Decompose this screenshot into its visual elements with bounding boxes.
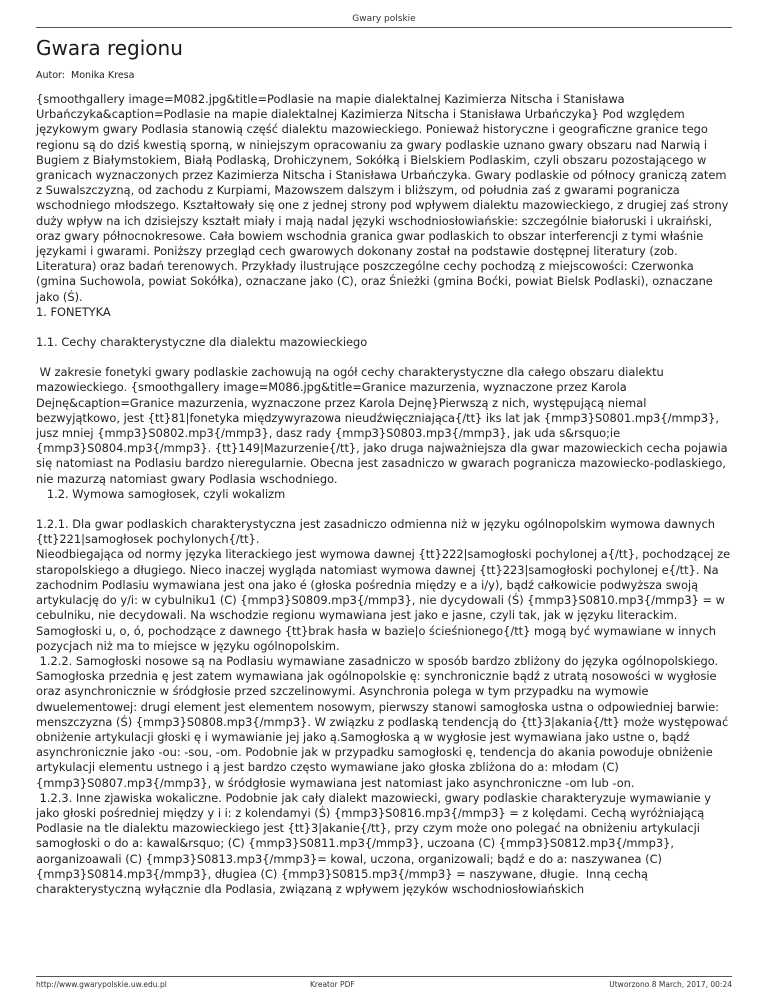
subsection-heading-1-2: 1.2. Wymowa samogłosek, czyli wokalizm <box>36 486 286 501</box>
paragraph-mazowiecki: W zakresie fonetyki gwary podlaskie zachowują na ogół cechy charakterystyczne dla całego obszaru dialektu mazowieckiego. {smoothgallery image=M086.jpg&title=Granice mazurzenia, wyznaczone przez Karola Dejnę&caption=Granice mazurzenia, wyznaczone przez Karola Dejnę}Pierwszą z nich, występującą niemal bezwyjątkowo, jest {tt}81|fonetyka międzywyrazowa nieudźwięczniająca{/tt} iks lat jak {mmp3}S0801.mp3{/mmp3}, jusz mniej {mmp3}S0802.mp3{/mmp3}, dasz rady {mmp3}S0803.mp3{/mmp3}, jak uda s&rsquo;ie {mmp3}S0804.mp3{/mmp3}. {tt}149|Mazurzenie{/tt}, jako druga najważniejsza dla gwar mazowieckich cecha pojawia się natomiast na Podlasiu bardzo nieregularnie. Obecna jest zasadniczo w gwarach pogranicza mazowiecko-podlaskiego, nie mazurzą natomiast gwary Podlasia wschodniego. <box>36 365 732 486</box>
paragraph-1-2-1: 1.2.1. Dla gwar podlaskich charakterystyczna jest zasadniczo odmienna niż w języku ogólnopolskim wymowa dawnych {tt}221|samogłosek pochylonych{/tt}. <box>36 517 716 547</box>
header-divider <box>36 27 732 28</box>
paragraph-1-2-2: 1.2.2. Samogłoski nosowe są na Podlasiu wymawiane zasadniczo w sposób bardzo zbliżony do języka ogólnopolskiego. Samogłoska przednia ę jest zatem wymawiana jak ogólnopolskie ę: synchronicznie bądź z utratą nosowości w wygłosie oraz asynchronicznie w śródgłosie przed szczelinowymi. Asynchronia polega w tym przypadku na wymowie dwuelementowej: drugi element jest elementem nosowym, pierwszy stanowi samogłoska ustna o odpowiedniej barwie: menszczyzna (Ś) {mmp3}S0808.mp3{/mmp3}. W związku z podlaską tendencją do {tt}3|akania{/tt} może występować obniżenie artykulacji głoski ę i wymawianie jej jako ą.Samogłoska ą w wygłosie jest wymawiana jako ustne o, bądź asynchronicznie jako -ou: -sou, -om. Podobnie jak w przypadku samogłoski ę, tendencja do akania powoduje obniżenie artykulacji elementu ustnego i ą jest bardzo często wymawiane jako głoska zbliżona do a: młodam (C) {mmp3}S0807.mp3{/mmp3}, w śródgłosie wymawiana jest natomiast jako asynchroniczne -om lub -on. <box>36 653 732 790</box>
article-body <box>36 92 732 897</box>
footer-created: Utworzono 8 March, 2017, 00:24 <box>609 980 732 989</box>
intro-paragraph: {smoothgallery image=M082.jpg&title=Podlasie na mapie dialektalnej Kazimierza Nitscha i Stanisława Urbańczyka&caption=Podlasie na mapie dialektalnej Kazimierza Nitscha i Stanisława Urbańczyka} Pod względem językowym gwary Podlasia stanowią część dialektu mazowieckiego. Ponieważ historyczne i geograficzne granice tego regionu są do dziś kwestią sporną, w niniejszym opracowaniu za gwary podlaskie uznano gwary obszaru nad Narwią i Bugiem z Białymstokiem, Białą Podlaską, Drohiczynem, Sokółką i Bielskiem Podlaskim, czyli obszaru pozostającego w granicach wyznaczonych przez Kazimierza Nitscha i Stanisława Urbańczyka. Gwary podlaskie od północy graniczą zatem z Suwalszczyzną, od zachodu z Kurpiami, Mazowszem dalszym i bliższym, od południa zaś z gwarami pogranicza wschodniego młodszego. Kształtowały się one z jednej strony pod wpływem dialektu mazowieckiego, z drugiej zaś strony duży wpływ na ich dzisiejszy kształt miały i mają nadal języki wschodniosłowiańskie: szczególnie białoruski i ukraiński, oraz gwary północnokresowe. Cała bowiem wschodnia granica gwar podlaskich to obszar interferencji z tymi właśnie językami i gwarami. Poniższy przegląd cech gwarowych dokonany został na podstawie dostępnej literatury (zob. Literatura) oraz badań terenowych. Przykłady ilustrujące poszczególne cechy pochodzą z miejscowości: Czerwonka (gmina Suchowola, powiat Sokółka), oznaczane jako (C), oraz Śnieżki (gmina Boćki, powiat Bielsk Podlaski), oznaczane jako (Ś). <box>36 92 729 304</box>
subsection-heading-1-1: 1.1. Cechy charakterystyczne dla dialektu mazowieckiego <box>36 335 368 350</box>
footer-generator: Kreator PDF <box>310 980 355 989</box>
author-name: Monika Kresa <box>71 70 135 81</box>
page-title: Gwara regionu <box>36 36 183 60</box>
paragraph-1-2-3: 1.2.3. Inne zjawiska wokaliczne. Podobnie jak cały dialekt mazowiecki, gwary podlaskie charakteryzuje wymawianie y jako głoski pośredniej między y i i: z kolendamyi (Ś) {mmp3}S0816.mp3{/mmp3} = z kolędami. Cechą wyróżniającą Podlasie na tle dialektu mazowieckiego jest {tt}3|akanie{/tt}, przy czym może ono polegać na obniżeniu artykulacji samogłoski o do a: kawal&rsquo; (C) {mmp3}S0811.mp3{/mmp3}, uczoana (C) {mmp3}S0812.mp3{/mmp3}, aorganizoawali (C) {mmp3}S0813.mp3{/mmp3}= kowal, uczona, organizowali; bądź e do a: naszywanea (C) {mmp3}S0814.mp3{/mmp3}, długiea (C) {mmp3}S0815.mp3{/mmp3} = naszywane, długie. Inną cechą charakterystyczną wyłącznie dla Podlasia, związaną z wpływem języków wschodniosłowiańskich <box>36 790 715 896</box>
page-header <box>0 14 768 24</box>
footer-url: http://www.gwarypolskie.uw.edu.pl <box>36 980 167 989</box>
author-line <box>36 70 134 81</box>
paragraph-pochylone: Nieodbiegająca od normy języka literackiego jest wymowa dawnej {tt}222|samogłoski pochylonej a{/tt}, pochodzącej ze staropolskiego a długiego. Nieco inaczej wygląda natomiast wymowa dawnej {tt}223|samogłoski pochylonej e{/tt}. Na zachodnim Podlasiu wymawiana jest ona jako é (głoska pośrednia między e a i/y), bądź całkowicie podwyższa swoją artykulację do y/i: w cybulniku1 (C) {mmp3}S0809.mp3{/mmp3}, nie dycydowali (Ś) {mmp3}S0810.mp3{/mmp3} = w cebulniku, nie decydowali. Na wschodzie regionu wymawiana jest jako e jasne, czyli tak, jak w języku literackim. Samogłoski u, o, ó, pochodzące z dawnego {tt}brak hasła w bazie|o ścieśnionego{/tt} mogą być wymawiane w innych pozycjach niż ma to miejsce w języku ogólnopolskim. <box>36 547 731 653</box>
page-footer <box>36 980 732 990</box>
site-name: Gwary polskie <box>352 14 416 24</box>
footer-divider <box>36 976 732 977</box>
author-label: Autor: <box>36 70 65 81</box>
section-heading-fonetyka: 1. FONETYKA <box>36 304 111 319</box>
